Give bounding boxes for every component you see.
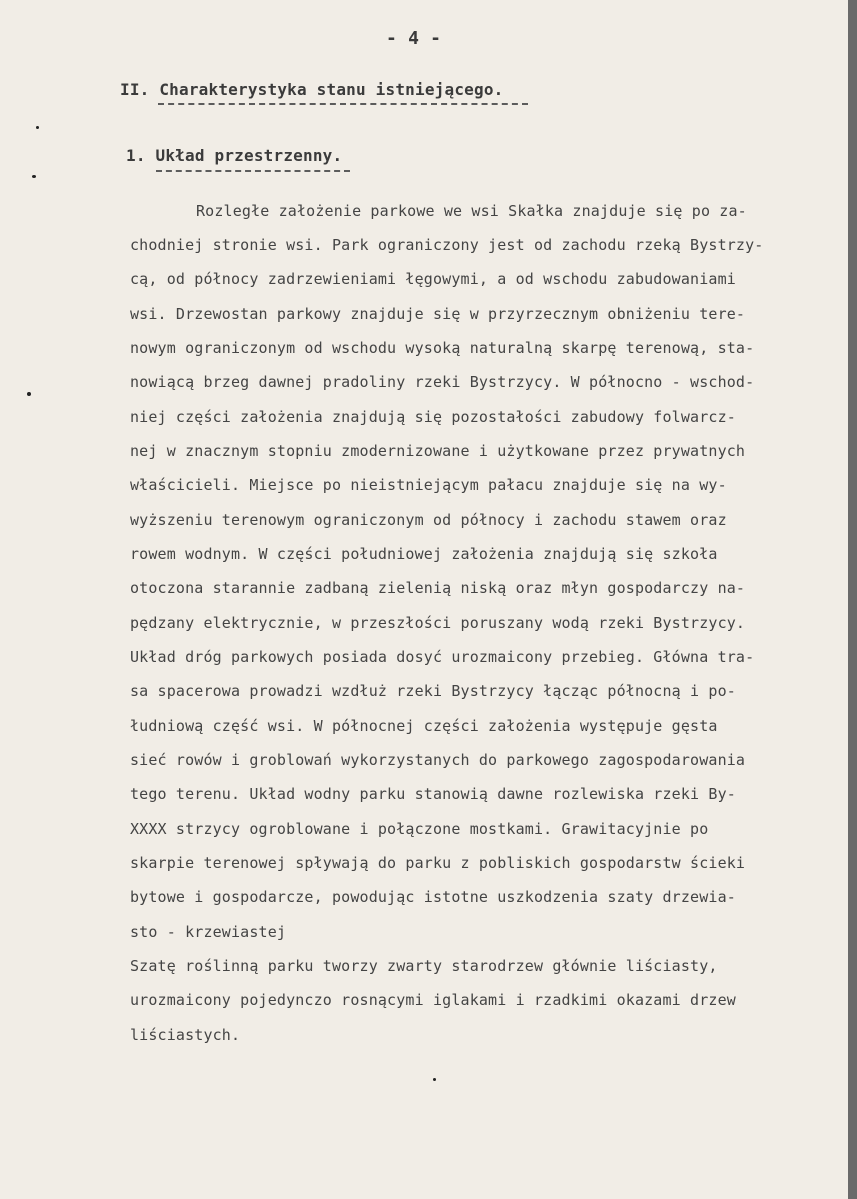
paper-speck xyxy=(32,175,36,178)
paragraph-line: Rozległe założenie parkowe we wsi Skałka znajduje się po za- xyxy=(196,202,747,220)
paragraph-line: sto - krzewiastej xyxy=(130,923,287,941)
paragraph-line: właścicieli. Miejsce po nieistniejącym pałacu znajduje się na wy- xyxy=(130,476,727,494)
paragraph-line: łudniową część wsi. W północnej części założenia występuje gęsta xyxy=(130,717,718,735)
paragraph-line: liściastych. xyxy=(130,1026,241,1044)
paragraph-line: nej w znacznym stopniu zmodernizowane i użytkowane przez prywatnych xyxy=(130,442,746,460)
paragraph-line: wyższeniu terenowym ograniczonym od północy i zachodu stawem oraz xyxy=(130,511,727,529)
paragraph-line: rowem wodnym. W części południowej założenia znajdują się szkoła xyxy=(130,545,718,563)
paragraph-line: pędzany elektrycznie, w przeszłości poruszany wodą rzeki Bystrzycy. xyxy=(130,614,746,632)
paper-speck xyxy=(433,1078,436,1081)
paragraph-line: cą, od północy zadrzewieniami łęgowymi, a od wschodu zabudowaniami xyxy=(130,270,736,288)
scan-edge xyxy=(848,0,857,1199)
paragraph-line: nowym ograniczonym od wschodu wysoką naturalną skarpę terenową, sta- xyxy=(130,339,755,357)
paragraph-line: skarpie terenowej spływają do parku z pobliskich gospodarstw ścieki xyxy=(130,854,746,872)
paragraph-line: tego terenu. Układ wodny parku stanowią dawne rozlewiska rzeki By- xyxy=(130,785,736,803)
paragraph-line: niej części założenia znajdują się pozostałości zabudowy folwarcz- xyxy=(130,408,736,426)
paragraph-line: Szatę roślinną parku tworzy zwarty starodrzew głównie liściasty, xyxy=(130,957,718,975)
paragraph-line: wsi. Drzewostan parkowy znajduje się w przyrzecznym obniżeniu tere- xyxy=(130,305,746,323)
paragraph-line: sa spacerowa prowadzi wzdłuż rzeki Bystrzycy łącząc północną i po- xyxy=(130,682,736,700)
page-number: - 4 - xyxy=(386,28,442,49)
section-title: II. Charakterystyka stanu istniejącego. xyxy=(120,80,504,99)
paragraph-line: urozmaicony pojedynczo rosnącymi iglakami i rzadkimi okazami drzew xyxy=(130,991,736,1009)
subsection-title-underline xyxy=(156,170,350,172)
paragraph-line: Układ dróg parkowych posiada dosyć urozmaicony przebieg. Główna tra- xyxy=(130,648,755,666)
paragraph-line: otoczona starannie zadbaną zielenią niską oraz młyn gospodarczy na- xyxy=(130,579,746,597)
paper-speck xyxy=(36,126,39,129)
paragraph-line: nowiącą brzeg dawnej pradoliny rzeki Bystrzycy. W północno - wschod- xyxy=(130,373,755,391)
paragraph-line: chodniej stronie wsi. Park ograniczony jest od zachodu rzeką Bystrzy- xyxy=(130,236,764,254)
paper-speck xyxy=(27,392,31,396)
section-title-underline xyxy=(158,103,528,105)
subsection-title: 1. Układ przestrzenny. xyxy=(126,146,343,165)
paragraph-line: XXXX strzycy ogroblowane i połączone mostkami. Grawitacyjnie po xyxy=(130,820,709,838)
paragraph-line: bytowe i gospodarcze, powodując istotne uszkodzenia szaty drzewia- xyxy=(130,888,736,906)
paragraph-line: sieć rowów i groblowań wykorzystanych do parkowego zagospodarowania xyxy=(130,751,746,769)
